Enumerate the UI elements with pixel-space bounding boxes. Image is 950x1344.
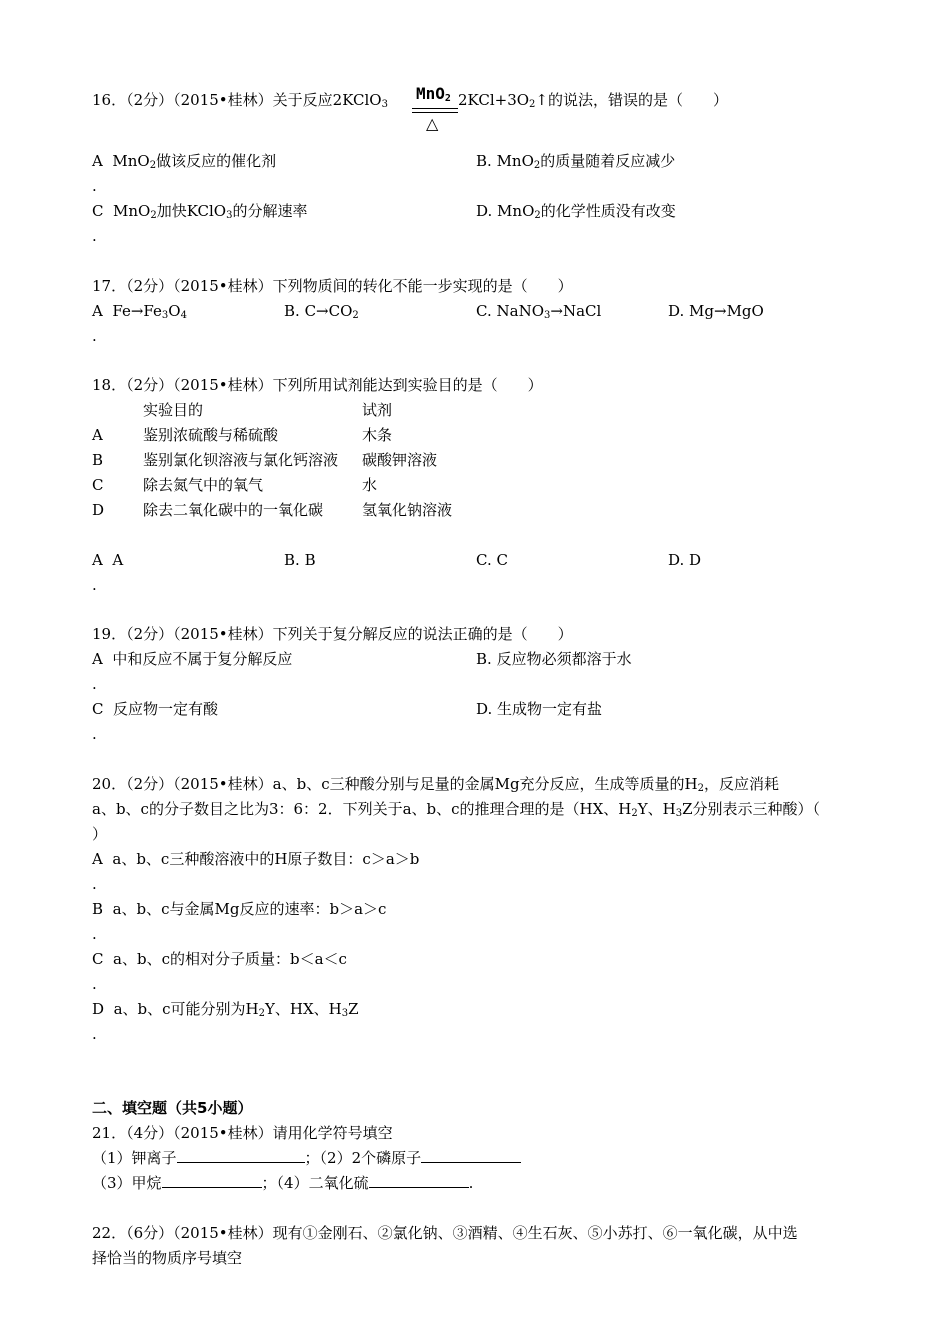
q16-option-d[interactable]: D. MnO$_2$的化学性质没有改变 <box>476 202 676 221</box>
table-header-reagent: 试剂 <box>362 401 393 419</box>
q16-option-a[interactable]: A MnO$_2$做该反应的催化剂 <box>92 152 277 171</box>
table-row-reagent: 碳酸钾溶液 <box>362 451 438 469</box>
q17-option-b[interactable]: B. $C\to CO_2$ <box>284 302 359 321</box>
q16-option-b[interactable]: B. MnO$_2$的质量随着反应减少 <box>476 152 676 171</box>
option-dot: . <box>92 875 97 893</box>
option-dot: . <box>92 925 97 943</box>
table-row-purpose: 除去二氧化碳中的一氧化碳 <box>143 501 324 519</box>
table-row-label: C <box>92 476 104 494</box>
table-row-purpose: 鉴别浓硫酸与稀硫酸 <box>143 426 279 444</box>
q19-stem: 19．（2分）（2015•桂林）下列关于复分解反应的说法正确的是（ ） <box>92 625 573 643</box>
table-row-purpose: 除去氮气中的氧气 <box>143 476 264 494</box>
option-dot: . <box>92 1025 97 1043</box>
option-dot: . <box>92 327 97 345</box>
q19-option-b[interactable]: B. 反应物必须都溶于水 <box>476 650 632 668</box>
equation-line-top <box>412 108 458 109</box>
q21-line-1: （1）钾离子 ；（2）2个磷原子 <box>92 1148 521 1168</box>
table-row-label: D <box>92 501 105 519</box>
q21-line-2: （3）甲烷 ；（4）二氧化硫 . <box>92 1174 474 1192</box>
q22-stem-line2: 择恰当的物质序号填空 <box>92 1249 243 1267</box>
q18-stem: 18．（2分）（2015•桂林）下列所用试剂能达到实验目的是（ ） <box>92 376 543 394</box>
q20-option-d[interactable]: D a、b、c可能分别为$H_2Y$、HX、$H_3Z$ <box>92 1000 359 1019</box>
answer-blank[interactable] <box>421 1148 521 1163</box>
q16-stem-tail: $2KCl+3O_2↑$的说法，错误的是（ ） <box>458 91 728 110</box>
q16-stem: 16．（2分）（2015•桂林）关于反应2KClO$_3$ <box>92 91 388 110</box>
equation-line-bottom <box>412 112 458 113</box>
q20-stem-line3: ） <box>92 825 108 843</box>
q20-stem-line2: a、b、c的分子数目之比为3：6：2．下列关于a、b、c的推理合理的是（HX、$H_2Y$、$H_3Z$分别表示三种酸）（ <box>92 800 821 819</box>
option-dot: . <box>92 725 97 743</box>
heat-symbol: △ <box>426 114 439 133</box>
q20-option-b[interactable]: B a、b、c与金属Mg反应的速率：b＞a＞c <box>92 900 387 918</box>
option-dot: . <box>92 227 97 245</box>
q19-option-c[interactable]: C 反应物一定有酸 <box>92 700 219 718</box>
option-dot: . <box>92 177 97 195</box>
q17-option-a[interactable]: A $Fe\to Fe_3O_4$ <box>92 302 187 321</box>
q17-option-d[interactable]: D. Mg→MgO <box>668 302 764 320</box>
q20-stem-line1: 20．（2分）（2015•桂林）a、b、c三种酸分别与足量的金属Mg充分反应，生成等质量的$H_2$，反应消耗 <box>92 775 780 794</box>
q17-stem: 17．（2分）（2015•桂林）下列物质间的转化不能一步实现的是（ ） <box>92 277 573 295</box>
q18-option-c[interactable]: C. C <box>476 551 508 569</box>
option-dot: . <box>92 675 97 693</box>
table-row-reagent: 水 <box>362 476 378 494</box>
q18-option-d[interactable]: D. D <box>668 551 702 569</box>
q17-option-c[interactable]: C. NaNO$_3$→NaCl <box>476 302 602 321</box>
q16-option-c[interactable]: C MnO$_2$加快KClO$_3$的分解速率 <box>92 202 308 221</box>
option-dot: . <box>92 576 97 594</box>
q18-option-b[interactable]: B. B <box>284 551 316 569</box>
q18-option-a[interactable]: A A <box>92 551 124 569</box>
answer-blank[interactable] <box>177 1148 305 1163</box>
q19-option-d[interactable]: D. 生成物一定有盐 <box>476 700 603 718</box>
q20-option-a[interactable]: A a、b、c三种酸溶液中的H原子数目：c＞a＞b <box>92 850 420 868</box>
table-row-label: A <box>92 426 103 444</box>
section-title: 二、填空题（共5小题） <box>92 1099 253 1117</box>
catalyst-label: MnO$_2$ <box>416 84 451 104</box>
q20-option-c[interactable]: C a、b、c的相对分子质量：b＜a＜c <box>92 950 347 968</box>
option-dot: . <box>92 975 97 993</box>
q21-stem: 21．（4分）（2015•桂林）请用化学符号填空 <box>92 1124 393 1142</box>
table-header-purpose: 实验目的 <box>143 401 204 419</box>
answer-blank[interactable] <box>162 1173 262 1188</box>
q22-stem-line1: 22．（6分）（2015•桂林）现有①金刚石、②氯化钠、③酒精、④生石灰、⑤小苏打、⑥一氧化碳，从中选 <box>92 1224 798 1242</box>
table-row-purpose: 鉴别氯化钡溶液与氯化钙溶液 <box>143 451 339 469</box>
q19-option-a[interactable]: A 中和反应不属于复分解反应 <box>92 650 293 668</box>
table-row-reagent: 氢氧化钠溶液 <box>362 501 453 519</box>
answer-blank[interactable] <box>369 1173 469 1188</box>
table-row-reagent: 木条 <box>362 426 393 444</box>
reaction-condition <box>410 84 460 136</box>
table-row-label: B <box>92 451 104 469</box>
